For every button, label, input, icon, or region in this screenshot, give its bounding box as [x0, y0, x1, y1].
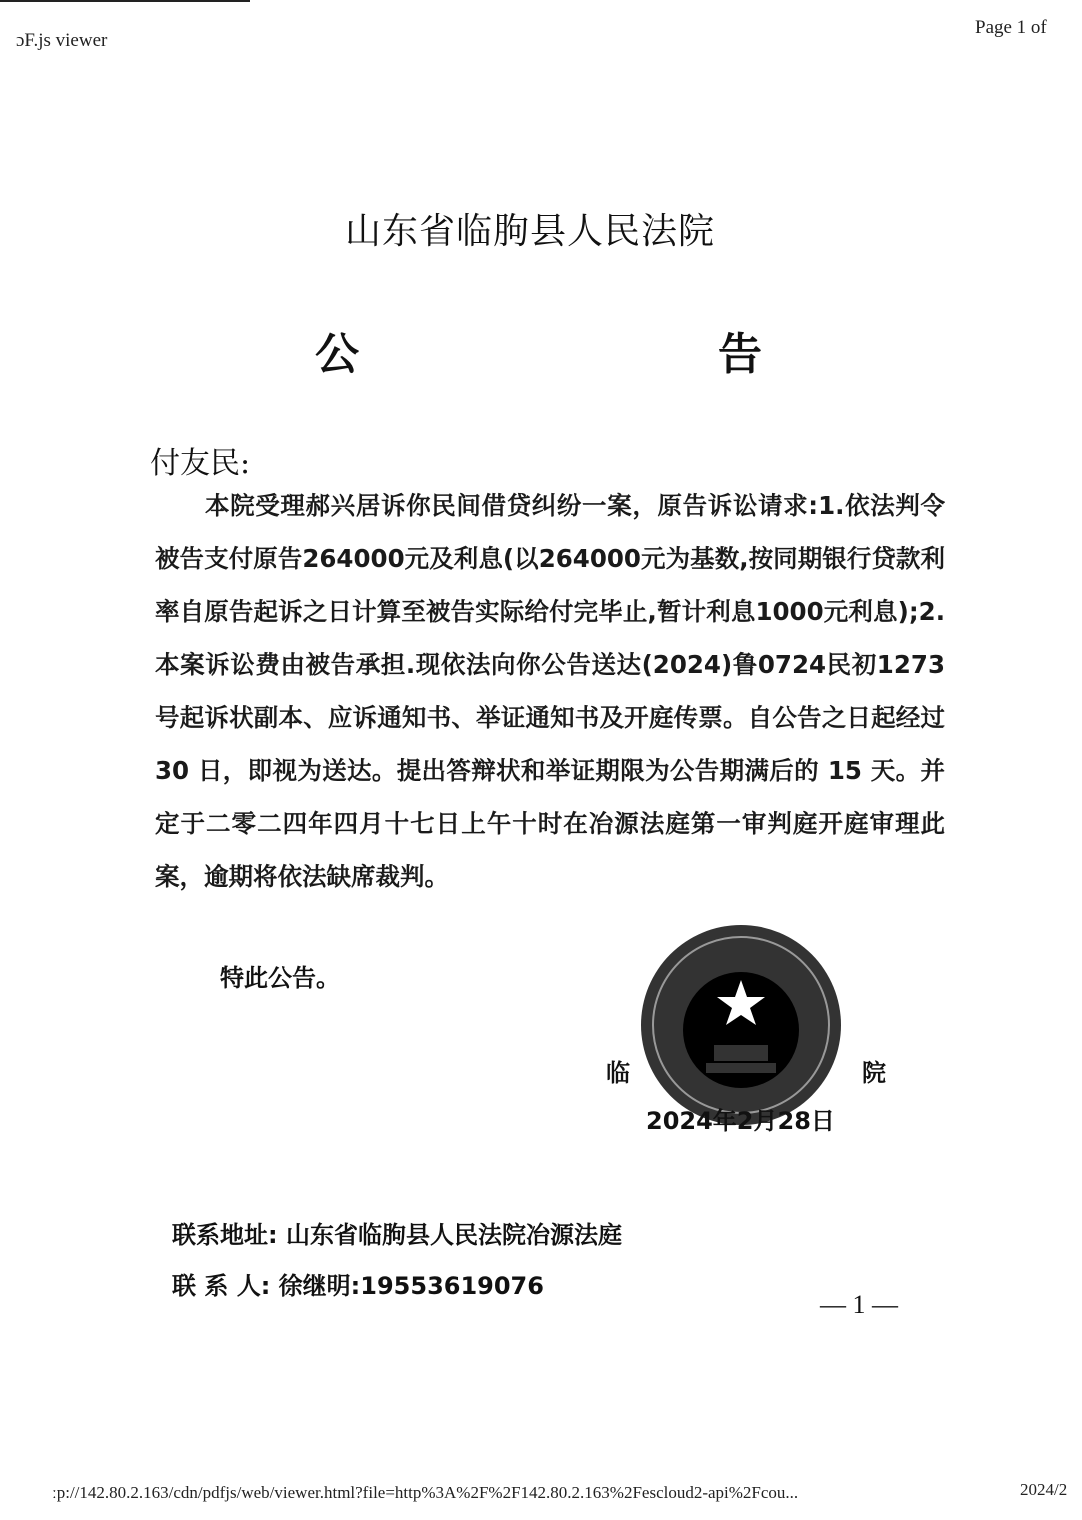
page-indicator: Page 1 of — [975, 17, 1047, 38]
contact-person-row — [172, 1266, 544, 1301]
contact-person-label: 联 系 人: — [172, 1272, 271, 1300]
signature-line — [606, 1053, 886, 1087]
notice-body: 本院受理郝兴居诉你民间借贷纠纷一案，原告诉讼请求:1.依法判令被告支付原告264000元及利息(以264000元为基数,按同期银行贷款利率自原告起诉之日计算至被告实际给付完毕止,暂计利息1000元利息);2.本案诉讼费由被告承担.现依法向你公告送达(2024)鲁0724民初1273号起诉状副本、应诉通知书、举证通知书及开庭传票。自公告之日起经过 30 日，即视为送达。提出答辩状和举证期限为公告期满后的 15 天。并定于二零二四年四月十七日上午十时在冶源法庭第一审判庭开庭审理此案，逾期将依法缺席裁判。 — [155, 491, 945, 891]
footer-url: ːp://142.80.2.163/cdn/pdfjs/web/viewer.html?file=http%3A%2F%2F142.80.2.163%2Fescloud2-api%2Fcou... — [52, 1483, 799, 1502]
addressee: 付友民: — [150, 446, 251, 481]
court-name: 山东省临朐县人民法院 — [345, 211, 716, 252]
closing-text: 特此公告。 — [220, 964, 340, 992]
contact-address-row — [172, 1215, 622, 1250]
contact-person: 徐继明:19553619076 — [278, 1272, 544, 1300]
footer-date: 2024/2 — [1020, 1480, 1068, 1499]
viewer-title: ɔF.js viewer — [16, 30, 108, 51]
document-title-part-2: 告 — [718, 329, 762, 380]
signature-left: 临 — [606, 1059, 630, 1087]
document-title-part-1: 公 — [315, 329, 359, 380]
court-seal — [636, 920, 846, 1130]
top-edge-line — [0, 0, 250, 2]
contact-address: 山东省临朐县人民法院冶源法庭 — [285, 1221, 622, 1249]
contact-address-label: 联系地址: — [172, 1221, 278, 1249]
signature-right: 院 — [862, 1059, 886, 1087]
page-number: — 1 — — [820, 1290, 898, 1319]
issue-date: 2024年2月28日 — [646, 1107, 835, 1135]
